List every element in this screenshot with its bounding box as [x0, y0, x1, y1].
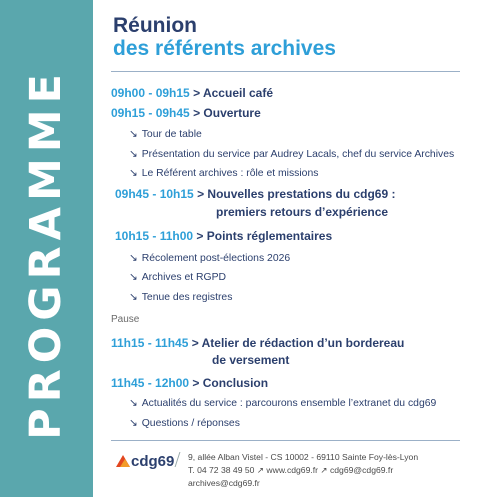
arrow-down-right-icon: ↘: [129, 272, 138, 283]
pause-label: Pause: [111, 314, 140, 325]
session-2: 09h15 - 09h45 > Ouverture: [111, 106, 261, 120]
session-title: Points réglementaires: [206, 229, 333, 243]
list-item: ↘ Archives et RGPD: [129, 272, 227, 283]
arrow-down-right-icon: ↘: [129, 149, 138, 160]
session-time: 09h15 - 09h45: [111, 106, 190, 120]
arrow-down-right-icon: ↘: [129, 168, 138, 179]
page-subtitle: des référents archives: [113, 37, 336, 60]
session-title: Accueil café: [202, 86, 274, 100]
cdg69-logo-icon: [116, 451, 176, 469]
page-title: Réunion: [113, 14, 197, 37]
session-title-continued: de versement: [212, 353, 290, 367]
list-item: ↘ Questions / réponses: [129, 418, 240, 429]
session-title: Conclusion: [202, 376, 269, 390]
vertical-title: PROGRAMME: [21, 68, 71, 440]
arrow-icon: ↗: [256, 465, 265, 475]
list-item: ↘ Tenue des registres: [129, 292, 233, 303]
arrow-down-right-icon: ↘: [129, 292, 138, 303]
sidebar: [0, 0, 93, 497]
arrow-down-right-icon: ↘: [129, 398, 138, 409]
session-4: 10h15 - 11h00 > Points réglementaires: [115, 229, 333, 243]
footer-email[interactable]: archives@cdg69.fr: [188, 478, 260, 488]
list-item: ↘ Récolement post-élections 2026: [129, 253, 291, 264]
list-item: ↘ Le Référent archives : rôle et missions: [129, 168, 319, 179]
session-title-continued: premiers retours d’expérience: [216, 205, 389, 219]
arrow-down-right-icon: ↘: [129, 418, 138, 429]
list-item: ↘ Tour de table: [129, 129, 202, 140]
session-time: 11h45 - 12h00: [111, 376, 190, 390]
session-time: 11h15 - 11h45: [111, 336, 189, 350]
footer-divider: [111, 440, 460, 441]
session-6: 11h45 - 12h00 > Conclusion: [111, 376, 269, 390]
session-time: 09h00 - 09h15: [111, 86, 190, 100]
session-5: 11h15 - 11h45 > Atelier de rédaction d’un bordereau: [111, 336, 405, 350]
list-item: ↘ Actualités du service : parcourons ensemble l’extranet du cdg69: [129, 398, 437, 409]
arrow-down-right-icon: ↘: [129, 129, 138, 140]
session-title: Ouverture: [203, 106, 261, 120]
svg-text:cdg69: cdg69: [131, 453, 175, 469]
footer-address: 9, allée Alban Vistel - CS 10002 - 69110 Sainte Foy-lès-Lyon: [188, 452, 419, 462]
session-title: Atelier de rédaction d’un bordereau: [201, 336, 405, 350]
email-link[interactable]: cdg69@cdg69.fr: [329, 465, 394, 475]
session-time: 09h45 - 10h15: [115, 187, 194, 201]
footer-contact: T. 04 72 38 49 50 ↗ www.cdg69.fr ↗ cdg69@cdg69.fr: [188, 465, 394, 475]
cdg69-logo: [116, 451, 176, 467]
session-time: 10h15 - 11h00: [115, 229, 194, 243]
header-divider: [111, 71, 460, 72]
list-item: ↘ Présentation du service par Audrey Lacals, chef du service Archives: [129, 149, 455, 160]
session-3: 09h45 - 10h15 > Nouvelles prestations du cdg69 :: [115, 187, 396, 201]
website-link[interactable]: www.cdg69.fr: [266, 465, 318, 475]
arrow-down-right-icon: ↘: [129, 253, 138, 264]
session-title: Nouvelles prestations du cdg69 :: [207, 187, 396, 201]
arrow-icon: ↗: [320, 465, 328, 475]
session-1: 09h00 - 09h15 > Accueil café: [111, 86, 274, 100]
